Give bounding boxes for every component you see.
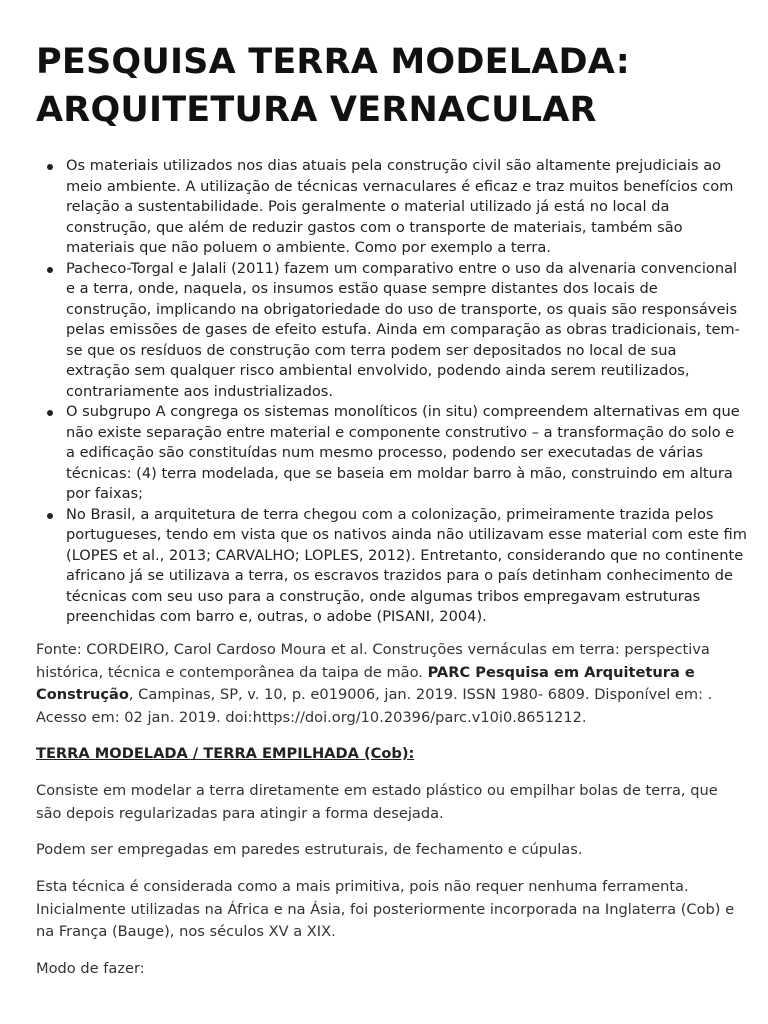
list-item — [36, 402, 740, 505]
text-line: técnicas: (4) terra modelada, que se baseia em moldar barro à mão, construindo em altura — [66, 464, 733, 482]
bullet-list — [36, 156, 747, 628]
citation-text: histórica, técnica e contemporânea da taipa de mão. — [36, 663, 428, 681]
text-line: (LOPES et al., 2013; CARVALHO; LOPLES, 2012). Entretanto, considerando que no continente — [66, 546, 744, 564]
text-line: meio ambiente. A utilização de técnicas vernaculares é eficaz e traz muitos benefícios com — [66, 177, 734, 195]
paragraph — [36, 958, 736, 981]
text-line: na França (Bauge), nos séculos XV a XIX. — [36, 923, 336, 940]
text-line: Pacheco-Torgal e Jalali (2011) fazem um comparativo entre o uso da alvenaria convencional — [66, 259, 738, 277]
text-line: preenchidas com barro e, outras, o adobe (PISANI, 2004). — [66, 608, 487, 625]
text-line: Acesso em: 02 jan. 2019. doi:https://doi.org/10.20396/parc.v10i0.8651212. — [36, 708, 587, 726]
paragraph — [36, 780, 736, 825]
text-line: Inicialmente utilizadas na África e na Ásia, foi posteriormente incorporada na Inglaterra (Cob) e — [36, 900, 735, 918]
text-line: por faixas; — [66, 485, 144, 502]
bullet-icon — [47, 513, 53, 519]
text-line: materiais que não poluem o ambiente. Como por exemplo a terra. — [66, 239, 551, 256]
title-line: ARQUITETURA VERNACULAR — [36, 90, 597, 130]
text-line: O subgrupo A congrega os sistemas monolíticos (in situ) compreendem alternativas em que — [66, 403, 740, 420]
text-line — [36, 662, 736, 685]
text-line: Modo de fazer: — [36, 960, 145, 977]
title-line: PESQUISA TERRA MODELADA: — [36, 42, 630, 82]
text-line: a edificação são constituídas num mesmo processo, podendo ser executadas de várias — [66, 444, 704, 461]
list-item — [36, 156, 732, 259]
text-line: Podem ser empregadas em paredes estruturais, de fechamento e cúpulas. — [36, 841, 583, 858]
text-line: relação a sustentabilidade. Pois geralmente o material utilizado já está no local da — [66, 198, 670, 215]
paragraph — [36, 839, 736, 862]
text-line: Os materiais utilizados nos dias atuais pela construção civil são altamente prejudiciais ao — [66, 157, 722, 174]
section-heading: TERRA MODELADA / TERRA EMPILHADA (Cob): — [36, 745, 415, 762]
text-line — [36, 684, 736, 707]
source-citation — [36, 639, 736, 729]
text-line: No Brasil, a arquitetura de terra chegou com a colonização, primeiramente trazida pelos — [66, 505, 714, 523]
journal-name: Construção — [36, 686, 129, 703]
text-line: construção, que além de reduzir gastos com o transporte de materiais, também são — [66, 218, 683, 236]
bullet-icon — [47, 410, 53, 416]
text-line: Consiste em modelar a terra diretamente em estado plástico ou empilhar bolas de terra, que — [36, 782, 718, 799]
text-line: não existe separação entre material e componente construtivo – a transformação do solo e — [66, 423, 735, 441]
journal-name: PARC Pesquisa em Arquitetura e — [427, 663, 695, 681]
text-line: são depois regularizadas para atingir a forma desejada. — [36, 804, 444, 822]
text-line: técnicas com seu uso para a construção, onde algumas tribos empregavam estruturas — [66, 587, 701, 605]
text-line: extração sem qualquer risco ambiental envolvido, podendo ainda serem reutilizados, — [66, 362, 690, 379]
list-item — [36, 259, 740, 403]
text-line: construção, implicando na obrigatoriedade do uso de transporte, os quais são responsáveis — [66, 300, 738, 318]
text-line: se que os resíduos de construção com terra podem ser depositados no local de sua — [66, 341, 677, 359]
text-line: e a terra, onde, naquela, os insumos estão quase sempre distantes dos locais de — [66, 280, 658, 297]
bullet-icon — [47, 164, 53, 170]
bullet-icon — [47, 267, 53, 273]
text-line: Fonte: CORDEIRO, Carol Cardoso Moura et al. Construções vernáculas em terra: perspectiva — [36, 641, 710, 658]
text-line: contrariamente aos industrializados. — [66, 382, 334, 400]
paragraph — [36, 876, 736, 944]
text-line: portugueses, tendo em vista que os nativos ainda não utilizavam esse material com este fim — [66, 526, 747, 543]
citation-text: , Campinas, SP, v. 10, p. e019006, jan. 2019. ISSN 1980- 6809. Disponível em: . — [128, 686, 713, 703]
page-title — [36, 38, 736, 134]
text-line: africano já se utilizava a terra, os escravos trazidos para o país detinham conhecimento de — [66, 567, 733, 584]
list-item — [36, 505, 747, 628]
text-line: Esta técnica é considerada como a mais primitiva, pois não requer nenhuma ferramenta. — [36, 878, 689, 895]
text-line: pelas emissões de gases de efeito estufa. Ainda em comparação as obras tradicionais, tem- — [66, 321, 740, 338]
